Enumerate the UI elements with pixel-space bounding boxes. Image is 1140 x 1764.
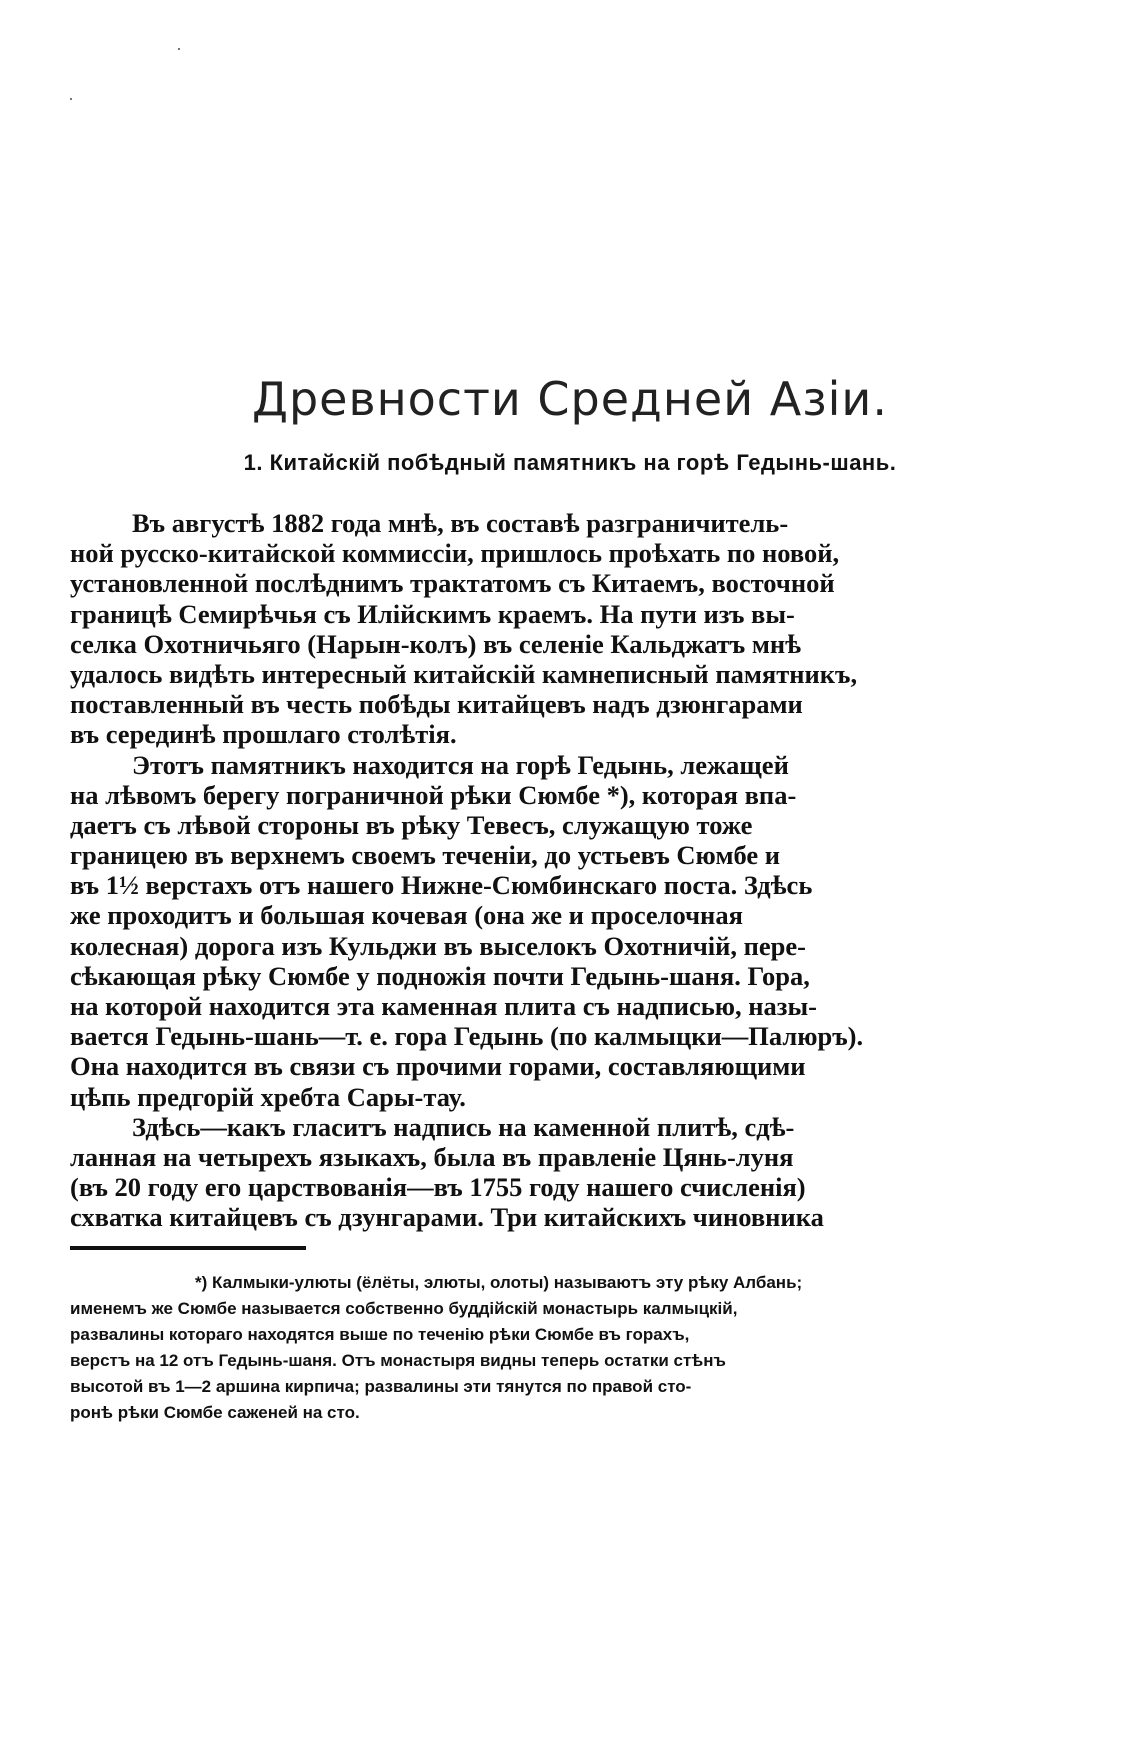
footnote-line: именемъ же Сюмбе называется собственно буддiйскiй монастырь калмыцкiй, xyxy=(70,1299,738,1318)
text-line: въ 1½ верстахъ отъ нашего Нижне-Сюмбинскаго поста. Здѣсь xyxy=(70,870,813,901)
section-heading: 1. Китайскiй побѣдный памятникъ на горѣ Гедынь-шань. xyxy=(243,450,897,475)
text-line: Въ августѣ 1882 года мнѣ, въ составѣ разграничитель- xyxy=(132,508,789,538)
text-line: Здѣсь—какъ гласитъ надпись на каменной плитѣ, сдѣ- xyxy=(132,1111,795,1142)
footnote xyxy=(70,1270,856,1426)
text-line: установленной послѣднимъ трактатомъ съ Китаемъ, восточной xyxy=(70,568,835,599)
footnote-line: ронѣ рѣки Сюмбе саженей на сто. xyxy=(70,1403,360,1422)
text-line: селка Охотничьяго (Нарын-колъ) въ селенiе Кальджатъ мнѣ xyxy=(70,628,802,659)
text-line: сѣкающая рѣку Сюмбе у подножiя почти Гедынь-шаня. Гора, xyxy=(70,960,810,991)
text-line: же проходитъ и большая кочевая (она же и проселочная xyxy=(70,900,743,931)
text-line: ной русско-китайской коммиссiи, пришлось проѣхать по новой, xyxy=(70,538,840,569)
text-line: (въ 20 году его царствованiя—въ 1755 году нашего счисленiя) xyxy=(70,1172,806,1203)
footnote-line: развалины котораго находятся выше по теченiю рѣки Сюмбе въ горахъ, xyxy=(70,1325,690,1344)
text-line: схватка китайцевъ съ дзунгарами. Три китайскихъ чиновника xyxy=(70,1202,824,1233)
text-line: Она находится въ связи съ прочими горами, составляющими xyxy=(70,1051,806,1082)
footnote-line: *) Калмыки-улюты (ёлёты, элюты, олоты) называютъ эту рѣку Албань; xyxy=(195,1273,803,1292)
text-line: Этотъ памятникъ находится на горѣ Гедынь, лежащей xyxy=(132,749,789,780)
text-line: колесная) дорога изъ Кульджи въ выселокъ Охотничiй, пере- xyxy=(70,930,806,961)
text-line: удалось видѣть интересный китайскiй камнеписный памятникъ, xyxy=(70,658,858,689)
scan-speck xyxy=(70,98,72,100)
text-line: границѣ Семирѣчья съ Илiйскимъ краемъ. На пути изъ вы- xyxy=(70,598,795,629)
text-line: на лѣвомъ берегу пограничной рѣки Сюмбе *), которая впа- xyxy=(70,779,797,810)
text-line: ланная на четырехъ языкахъ, была въ правленiе Цянь-луня xyxy=(70,1141,794,1172)
footnote-divider xyxy=(70,1246,306,1250)
text-line: границею въ верхнемъ своемъ теченiи, до устьевъ Сюмбе и xyxy=(70,840,781,871)
page-title: Древности Средней Азiи. xyxy=(252,372,888,426)
text-line: поставленный въ честь побѣды китайцевъ надъ дзюнгарами xyxy=(70,689,803,720)
text-line: въ серединѣ прошлаго столѣтiя. xyxy=(70,719,457,750)
text-line: на которой находится эта каменная плита съ надписью, назы- xyxy=(70,991,817,1021)
text-line: даетъ съ лѣвой стороны въ рѣку Тевесъ, служащую тоже xyxy=(70,809,753,840)
text-line: вается Гедынь-шань—т. е. гора Гедынь (по калмыцки—Палюръ). xyxy=(70,1021,864,1052)
body-text xyxy=(70,508,864,1233)
footnote-line: верстъ на 12 отъ Гедынь-шаня. Отъ монастыря видны теперь остатки стѣнъ xyxy=(70,1351,726,1370)
text-line: цѣпь предгорiй хребта Сары-тау. xyxy=(70,1081,466,1112)
footnote-line: высотой въ 1—2 аршина кирпича; развалины эти тянутся по правой сто- xyxy=(70,1377,692,1396)
scan-speck xyxy=(178,48,180,50)
